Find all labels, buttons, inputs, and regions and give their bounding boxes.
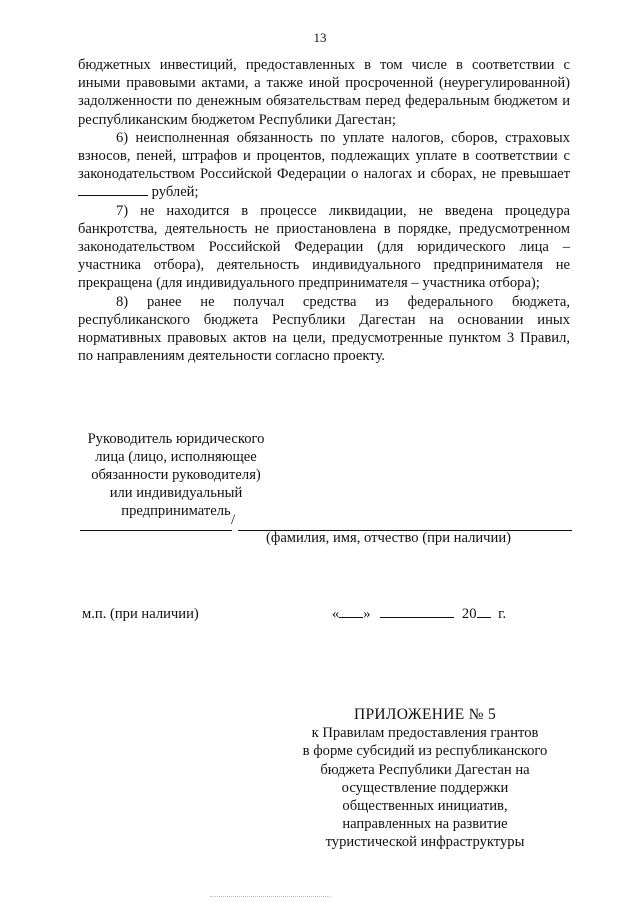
appendix-line: общественных инициатив, [342, 798, 508, 815]
body-text [78, 56, 570, 365]
role-line: предприниматель [121, 503, 231, 519]
year-suffix: г. [498, 606, 507, 622]
paragraph-continuation: бюджетных инвестиций, предоставленных в том числе в соответствии с иными правовыми актами, а также иной просроченной (неурегулированной) задолженности по денежным обязательствам перед федеральным бюджетом и республиканским бюджетом Республики Дагестан; [78, 57, 570, 128]
date-line [332, 606, 506, 623]
amount-blank [78, 183, 148, 196]
appendix-line: бюджета Республики Дагестан на [320, 761, 530, 778]
paragraph-item-8: 8) ранее не получал средства из федерального бюджета, республиканского бюджета Республики Дагестан на основании иных нормативных правовых актов на цели, предусмотренные пунктом 3 Правил, по направлениям деятельности согласно проекту. [78, 293, 570, 365]
year-blank [477, 606, 491, 618]
signature-separator: / [231, 512, 236, 528]
date-close-quote: » [363, 606, 371, 622]
month-blank [380, 606, 454, 618]
appendix-header [300, 706, 550, 852]
appendix-line: направленных на развитие [342, 816, 508, 833]
signatory-role [78, 430, 274, 520]
role-line: или индивидуальный [109, 485, 243, 501]
signature-line [80, 530, 232, 531]
appendix-line: туристической инфраструктуры [325, 834, 525, 851]
full-name-caption: (фамилия, имя, отчество (при наличии) [266, 530, 512, 546]
date-open-quote: « [332, 606, 340, 622]
appendix-line: осуществление поддержки [341, 779, 509, 796]
page-number: 13 [313, 30, 327, 45]
paragraph-item-6 [78, 129, 570, 202]
scan-artifact [210, 896, 330, 899]
role-line: лица (лицо, исполняющее [95, 449, 257, 465]
item-6-text: 6) неисполненная обязанность по уплате налогов, сборов, страховых взносов, пеней, штрафов и процентов, подлежащих уплате в соответствии с законодательством Российской Федерации о налогах и сборах, не превышает [78, 129, 570, 183]
role-line: обязанности руководителя) [91, 467, 261, 483]
paragraph-item-7: 7) не находится в процессе ликвидации, не введена процедура банкротства, деятельность не приостановлена в порядке, предусмотренном законодательством Российской Федерации (для юридического лица – участника отбора), деятельность индивидуального предпринимателя не прекращена (для индивидуального предпринимателя – участника отбора); [78, 202, 570, 292]
appendix-line: к Правилам предоставления грантов [311, 725, 539, 742]
item-6-unit: рублей; [151, 184, 199, 201]
appendix-title: ПРИЛОЖЕНИЕ № 5 [353, 706, 497, 723]
role-line: Руководитель юридического [87, 431, 265, 447]
appendix-line: в форме субсидий из республиканского [302, 743, 548, 760]
stamp-label: м.п. (при наличии) [82, 606, 199, 622]
day-blank [339, 606, 363, 618]
year-century: 20 [461, 606, 477, 622]
